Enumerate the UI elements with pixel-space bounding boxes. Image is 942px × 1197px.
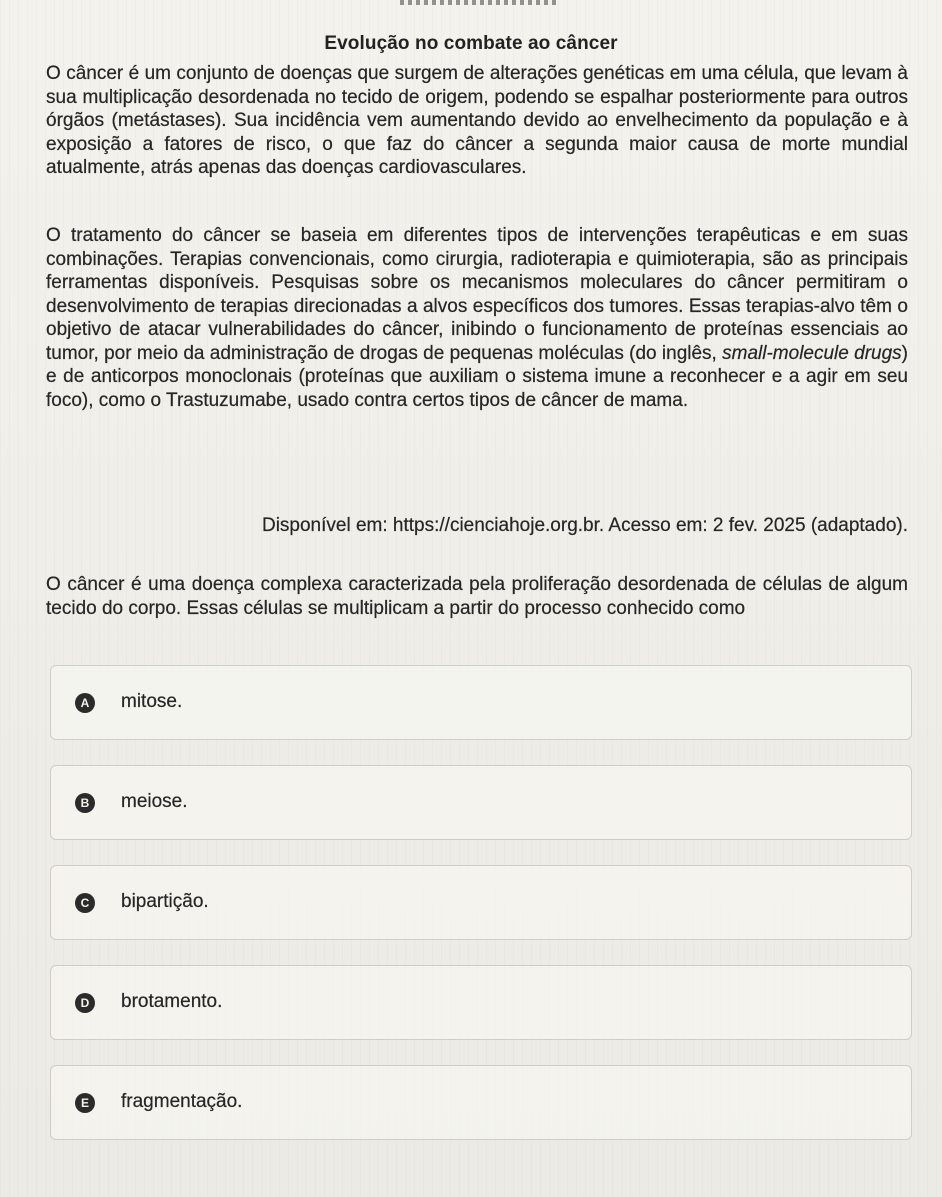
option-a[interactable] xyxy=(50,665,912,740)
passage-paragraph-1: O câncer é um conjunto de doenças que surgem de alterações genéticas em uma célula, que levam à sua multiplicação desordenada no tecido de origem, podendo se espalhar posteriormente para outros órgãos (metástases). Sua incidência vem aumentando devido ao envelhecimento da população e à exposição a fatores de risco, o que faz do câncer a segunda maior causa de morte mundial atualmente, atrás apenas das doenças cardiovasculares. xyxy=(46,63,908,178)
passage-paragraph-2-part-1: O tratamento do câncer se baseia em diferentes tipos de intervenções terapêuticas e em suas combinações. Terapias convencionais, como cirurgia, radioterapia e quimioterapia, são as principais ferramentas disponíveis. Pesquisas sobre os mecanismos moleculares do câncer permitiram o desenvolvimento de terapias direcionadas a alvos específicos dos tumores. Essas terapias-alvo têm o objetivo de atacar vulnerabilidades do câncer, inibindo o funcionamento de proteínas essenciais ao tumor, por meio da administração de drogas de pequenas moléculas (do inglês, xyxy=(46,225,908,364)
option-b-text: meiose. xyxy=(121,791,188,812)
option-d-text: brotamento. xyxy=(121,991,223,1012)
option-e[interactable] xyxy=(50,1065,912,1140)
answer-options xyxy=(50,665,912,1165)
passage-paragraph-2 xyxy=(46,224,908,412)
passage-italic-term: small-molecule drugs xyxy=(722,342,902,364)
option-c-text: bipartição. xyxy=(121,891,209,912)
option-d[interactable] xyxy=(50,965,912,1040)
option-b-letter-badge: B xyxy=(75,793,95,813)
option-c[interactable] xyxy=(50,865,912,940)
option-e-letter-badge: E xyxy=(75,1093,95,1113)
option-c-letter-badge: C xyxy=(75,893,95,913)
passage-paragraph-2-part-2: ) e de anticorpos monoclonais (proteínas que auxiliam o sistema imune a reconhecer e a agir em seu foco), como o Trastuzumabe, usado contra certos tipos de câncer de mama. xyxy=(46,342,908,411)
source-citation: Disponível em: https://cienciahoje.org.br. Acesso em: 2 fev. 2025 (adaptado). xyxy=(261,515,908,536)
option-b[interactable] xyxy=(50,765,912,840)
question-stem: O câncer é uma doença complexa caracterizada pela proliferação desordenada de células de algum tecido do corpo. Essas células se multiplicam a partir do processo conhecido como xyxy=(46,574,908,619)
passage-title: Evolução no combate ao câncer xyxy=(324,33,618,54)
top-edge-marks xyxy=(400,0,560,5)
option-a-letter-badge: A xyxy=(75,693,95,713)
option-e-text: fragmentação. xyxy=(121,1091,243,1112)
option-d-letter-badge: D xyxy=(75,993,95,1013)
option-a-text: mitose. xyxy=(121,691,183,712)
